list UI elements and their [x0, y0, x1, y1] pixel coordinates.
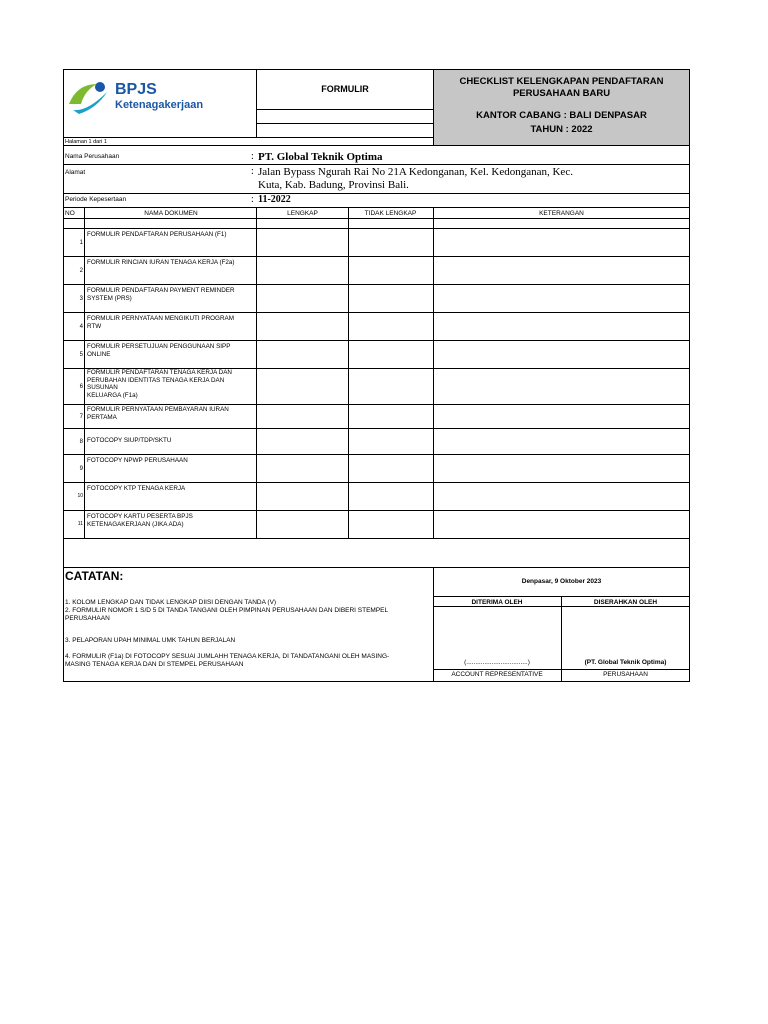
col-header-nama: NAMA DOKUMEN: [144, 210, 198, 217]
grid-line: [256, 207, 257, 538]
kantor-cabang: KANTOR CABANG : BALI DENPASAR: [476, 110, 647, 121]
row-number: 1: [79, 240, 83, 246]
document-name: SUSUNAN: [87, 384, 118, 391]
col-header-no: NO: [65, 210, 75, 217]
catatan-heading: CATATAN:: [65, 569, 124, 583]
row-number: 2: [79, 268, 83, 274]
grid-line: [433, 69, 434, 146]
grid-line: [63, 340, 690, 341]
document-name: FORMULIR PERSETUJUAN PENGGUNAAN SIPP: [87, 343, 231, 350]
periode-colon: :: [251, 194, 254, 205]
row-number: 10: [77, 493, 83, 499]
grid-line: [63, 164, 690, 165]
grid-line: [63, 567, 690, 568]
periode-value: 11-2022: [258, 194, 291, 205]
row-number: 9: [79, 466, 83, 472]
grid-line: [348, 207, 349, 538]
diterima-oleh: DITERIMA OLEH: [471, 599, 523, 606]
document-name: FOTOCOPY NPWP PERUSAHAAN: [87, 457, 188, 464]
row-number: 6: [79, 384, 83, 390]
alamat-colon: :: [251, 166, 254, 177]
grid-line: [63, 312, 690, 313]
alamat-line1: Jalan Bypass Ngurah Rai No 21A Kedonganan, Kel. Kedonganan, Kec.: [258, 166, 573, 178]
row-number: 5: [79, 352, 83, 358]
doc-title-line2: PERUSAHAAN BARU: [512, 88, 611, 99]
document-name: PERTAMA: [87, 413, 117, 421]
grid-line: [63, 137, 433, 138]
document-name: FORMULIR RINCIAN IURAN TENAGA KERJA (F2a): [87, 259, 235, 266]
col-header-tidak-lengkap: TIDAK LENGKAP: [364, 210, 417, 217]
grid-line: [63, 145, 690, 146]
grid-line: [63, 510, 690, 511]
grid-line: [561, 596, 562, 682]
note-1: 1. KOLOM LENGKAP DAN TIDAK LENGKAP DIISI DENGAN TANDA (V): [65, 599, 277, 606]
grid-line: [63, 218, 690, 219]
signature-right: (PT. Global Teknik Optima): [584, 659, 667, 666]
alamat-line2: Kuta, Kab. Badung, Provinsi Bali.: [258, 179, 409, 191]
diserahkan-oleh: DISERAHKAN OLEH: [593, 599, 658, 606]
signature-left: (..................................): [464, 659, 530, 666]
bpjs-logo-icon: [67, 78, 111, 116]
role-right: PERUSAHAAN: [603, 671, 648, 678]
grid-line: [63, 538, 690, 539]
row-number: 8: [79, 439, 83, 445]
grid-line: [63, 207, 690, 208]
grid-line: [63, 256, 690, 257]
grid-line: [63, 69, 64, 682]
document-name: FOTOCOPY KTP TENAGA KERJA: [87, 485, 186, 492]
row-number: 7: [79, 414, 83, 420]
document-name: FOTOCOPY KARTU PESERTA BPJS: [87, 513, 193, 520]
row-number: 11: [77, 521, 83, 527]
grid-line: [63, 454, 690, 455]
note-3: 3. PELAPORAN UPAH MINIMAL UMK TAHUN BERJALAN: [65, 637, 236, 644]
grid-line: [257, 109, 433, 110]
grid-line: [63, 193, 690, 194]
grid-line: [84, 207, 85, 538]
document-name: KELUARGA (F1a): [87, 391, 138, 399]
row-number: 3: [79, 296, 83, 302]
document-name: ONLINE: [87, 350, 111, 358]
col-header-lengkap: LENGKAP: [287, 210, 318, 217]
nama-perusahaan-label: Nama Perusahaan: [65, 153, 120, 160]
document-name: KETENAGAKERJAAN (JIKA ADA): [87, 520, 184, 528]
document-name: FORMULIR PENDAFTARAN TENAGA KERJA DAN: [87, 369, 232, 376]
nama-perusahaan-value: PT. Global Teknik Optima: [258, 151, 383, 163]
periode-label: Periode Kepesertaan: [65, 196, 127, 203]
grid-line: [63, 482, 690, 483]
tahun: TAHUN : 2022: [530, 124, 593, 135]
note-4b: MASING TENAGA KERJA DAN DI STEMPEL PERUSAHAAN: [65, 661, 244, 668]
grid-line: [63, 284, 690, 285]
document-name: FORMULIR PERNYATAAN PEMBAYARAN IURAN: [87, 406, 229, 413]
note-2a: 2. FORMULIR NOMOR 1 S/D 5 DI TANDA TANGANI OLEH PIMPINAN PERUSAHAAN DAN DIBERI STEMPEL: [65, 607, 389, 614]
col-header-keterangan: KETERANGAN: [539, 210, 584, 217]
page-indicator: Halaman 1 dari 1: [65, 139, 107, 145]
formulir-label: FORMULIR: [321, 84, 369, 94]
grid-line: [257, 123, 433, 124]
note-2b: PERUSAHAAN: [65, 615, 110, 622]
place-date: Denpasar, 9 Oktober 2023: [521, 578, 602, 585]
grid-line: [63, 404, 690, 405]
grid-line: [63, 681, 690, 682]
document-name: FORMULIR PENDAFTARAN PERUSAHAAN (F1): [87, 231, 227, 238]
alamat-label: Alamat: [65, 169, 86, 176]
document-name: FORMULIR PERNYATAAN MENGIKUTI PROGRAM: [87, 315, 234, 322]
row-number: 4: [79, 324, 83, 330]
grid-line: [63, 228, 690, 229]
bpjs-logo: [67, 78, 219, 116]
document-name: PERUBAHAN IDENTITAS TENAGA KERJA DAN: [87, 376, 225, 384]
logo-subtext: Ketenagakerjaan: [115, 99, 204, 111]
document-name: FOTOCOPY SIUP/TDP/SKTU: [87, 437, 172, 444]
document-name: RTW: [87, 322, 102, 330]
grid-line: [689, 69, 690, 682]
document-name: SYSTEM (PRS): [87, 294, 132, 302]
doc-title-line1: CHECKLIST KELENGKAPAN PENDAFTARAN: [459, 76, 664, 87]
nama-colon: :: [251, 151, 254, 162]
grid-line: [63, 368, 690, 369]
grid-line: [256, 69, 257, 138]
grid-line: [63, 69, 690, 70]
grid-line: [433, 567, 434, 682]
role-left: ACCOUNT REPRESENTATIVE: [451, 671, 543, 678]
note-4a: 4. FORMULIR (F1a) DI FOTOCOPY SESUAI JUMLAHH TENAGA KERJA, DI TANDATANGANI OLEH MASING-: [65, 653, 390, 660]
grid-line: [63, 428, 690, 429]
grid-line: [433, 207, 434, 538]
document-name: FORMULIR PENDAFTARAN PAYMENT REMINDER: [87, 287, 235, 294]
logo-text: BPJS: [115, 81, 157, 98]
